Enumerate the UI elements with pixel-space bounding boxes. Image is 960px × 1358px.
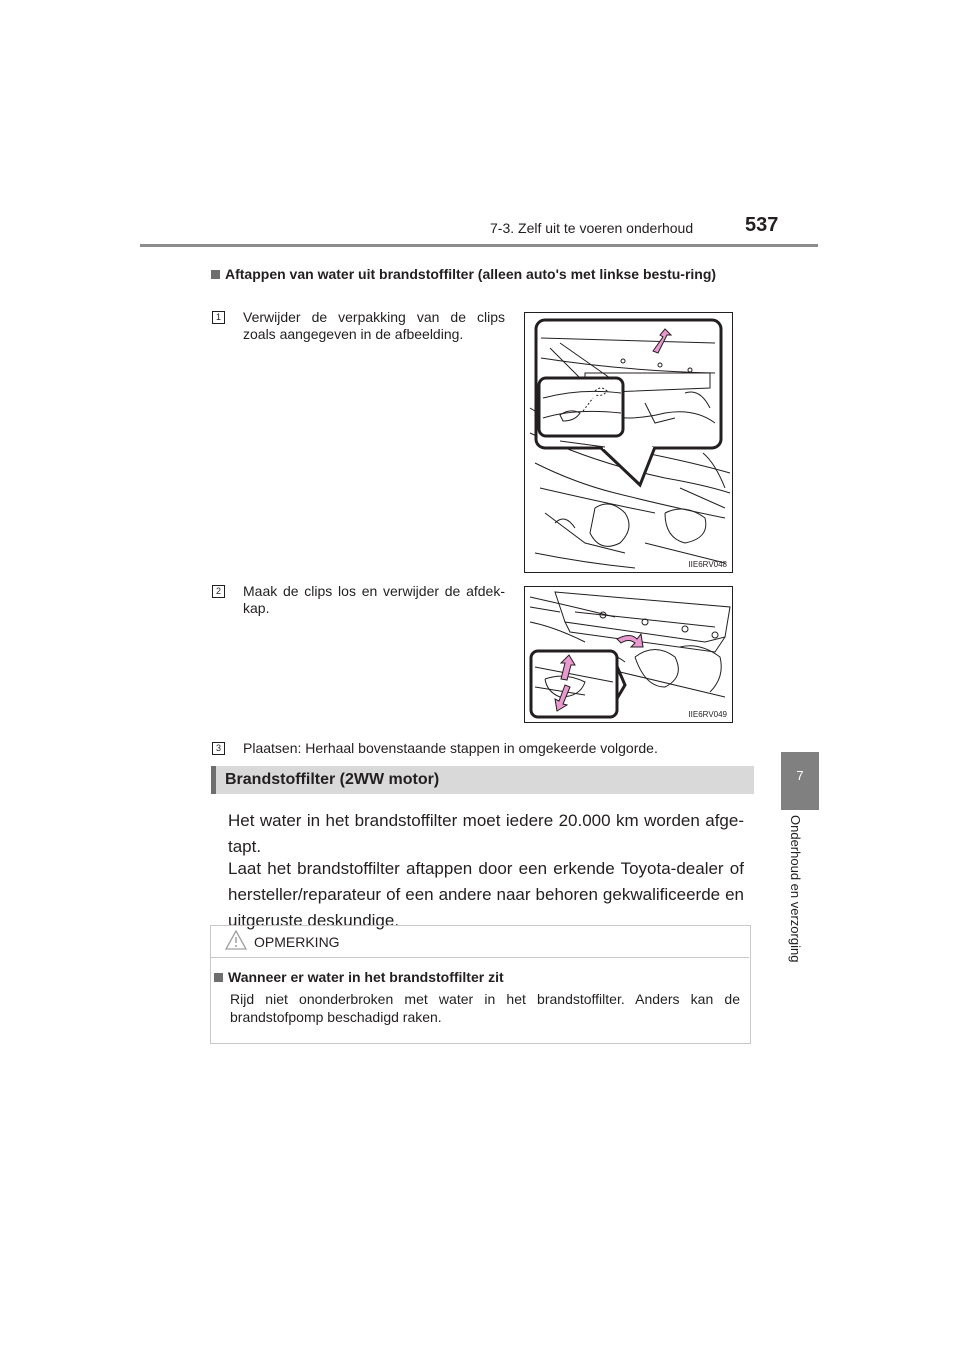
header-rule [140, 244, 818, 247]
figure-1-clip-cover [524, 312, 733, 573]
step-2-text: Maak de clips los en verwijder de afdek-kap. [243, 583, 505, 616]
chapter-title: Onderhoud en verzorging [788, 815, 803, 963]
header-section-title: 7-3. Zelf uit te voeren onderhoud [490, 220, 694, 236]
page-number: 537 [745, 214, 779, 236]
subsection-heading [211, 266, 751, 283]
notice-divider [211, 957, 749, 958]
notice-body: Rijd niet ononderbroken met water in het brandstoffilter. Anders kan de brandstofpomp beschadigd raken. [230, 991, 740, 1025]
warning-triangle-icon [224, 929, 248, 951]
body-paragraph-1: Het water in het brandstoffilter moet iedere 20.000 km worden afge-tapt. [228, 811, 744, 856]
chapter-number: 7 [796, 768, 804, 783]
step-number-2: 2 [212, 585, 225, 598]
figure-2-code: IIE6RV049 [688, 710, 727, 719]
subsection-heading-text: Aftappen van water uit brandstoffilter (alleen auto's met linkse bestu-ring) [225, 266, 717, 282]
notice-heading-text: Wanneer er water in het brandstoffilter zit [228, 969, 504, 985]
step-1-text: Verwijder de verpakking van de clips zoals aangegeven in de afbeelding. [243, 309, 505, 342]
figure-2-illustration [525, 587, 732, 722]
section-title: Brandstoffilter (2WW motor) [225, 771, 440, 788]
step-number-3: 3 [212, 742, 225, 755]
notice-heading [214, 969, 504, 985]
step-3-text: Plaatsen: Herhaal bovenstaande stappen in omgekeerde volgorde. [243, 740, 658, 756]
heading-square-icon [211, 270, 220, 279]
step-number-1: 1 [212, 311, 225, 324]
figure-2-clip-release [524, 586, 733, 723]
notice-title: OPMERKING [254, 934, 340, 950]
figure-1-code: IIE6RV048 [688, 560, 727, 569]
body-paragraph-2: Laat het brandstoffilter aftappen door een erkende Toyota-dealer of hersteller/reparateur of een andere naar behoren gekwalificeerde en uitgeruste deskundige. [228, 859, 744, 930]
figure-1-illustration [525, 313, 732, 572]
notice-square-icon [214, 973, 223, 982]
